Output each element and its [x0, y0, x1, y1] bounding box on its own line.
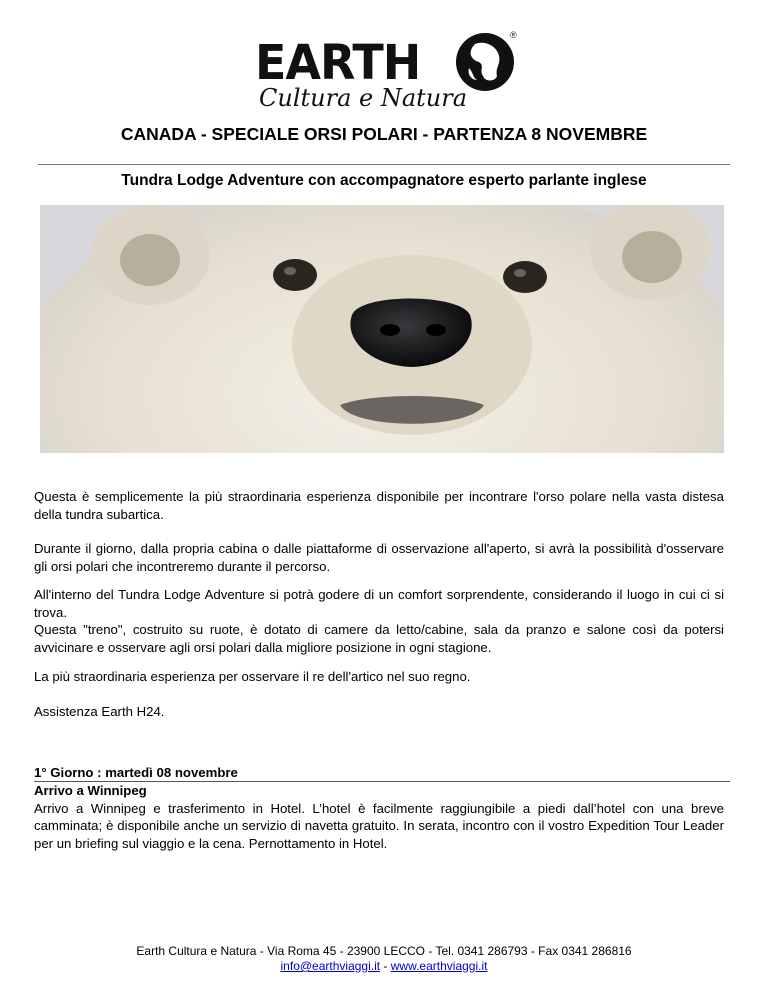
day-1-text: Arrivo a Winnipeg e trasferimento in Hotel. L’hotel è facilmente raggiungibile a piedi dall’hotel con una breve camminata; è disponibile anche un servizio di navetta gratuito. In serata, incontro con il vostro Expedition Tour Leader per un briefing sul viaggio e la cena. Pernottamento in Hotel. [34, 800, 724, 851]
day-1-heading: 1° Giorno : martedì 08 novembre [34, 765, 730, 782]
intro-paragraph-1: Questa è semplicemente la più straordinaria esperienza disponibile per incontrare l'orso polare nella vasta distesa della tundra subartica. [34, 489, 724, 522]
logo-wordmark: EARTH [255, 34, 421, 91]
title-divider [38, 164, 730, 165]
day-1-title: Arrivo a Winnipeg [34, 783, 147, 798]
intro-paragraph-2: Durante il giorno, dalla propria cabina o dalle piattaforme di osservazione all'aperto, si avrà la possibilità d'osservare gli orsi polari che incontreremo durante il percorso. [34, 541, 724, 574]
day-1-section [34, 782, 724, 852]
footer-address: Earth Cultura e Natura - Via Roma 45 - 23900 LECCO - Tel. 0341 286793 - Fax 0341 286816 [136, 944, 632, 958]
intro-paragraph-5: Assistenza Earth H24. [34, 704, 165, 719]
footer [0, 944, 768, 974]
footer-separator: - [380, 959, 391, 973]
polar-bear-illustration [40, 205, 724, 453]
intro-paragraph-3: All'interno del Tundra Lodge Adventure si potrà godere di un comfort sorprendente, considerando il luogo in cui ci si trova. Questa "treno", costruito su ruote, è dotato di camere da letto/cabine, sala da pranzo e salone così da potersi avvicinare e osservare agli orsi polari dalla migliore posizione in ogni stagione. [34, 587, 724, 655]
intro-paragraph-4: La più straordinaria esperienza per osservare il re dell'artico nel suo regno. [34, 669, 471, 684]
page-title: CANADA - SPECIALE ORSI POLARI - PARTENZA 8 NOVEMBRE [120, 124, 648, 144]
earth-logo [255, 28, 525, 118]
page-subtitle: Tundra Lodge Adventure con accompagnatore esperto parlante inglese [121, 172, 647, 189]
logo-tagline: Cultura e Natura [259, 84, 468, 112]
globe-icon [455, 32, 515, 92]
email-link[interactable]: info@earthviaggi.it [280, 959, 381, 973]
footer-links [0, 959, 768, 974]
polar-bear-photo [40, 205, 724, 453]
registered-mark: ® [510, 30, 517, 40]
website-link[interactable]: www.earthviaggi.it [390, 959, 488, 973]
